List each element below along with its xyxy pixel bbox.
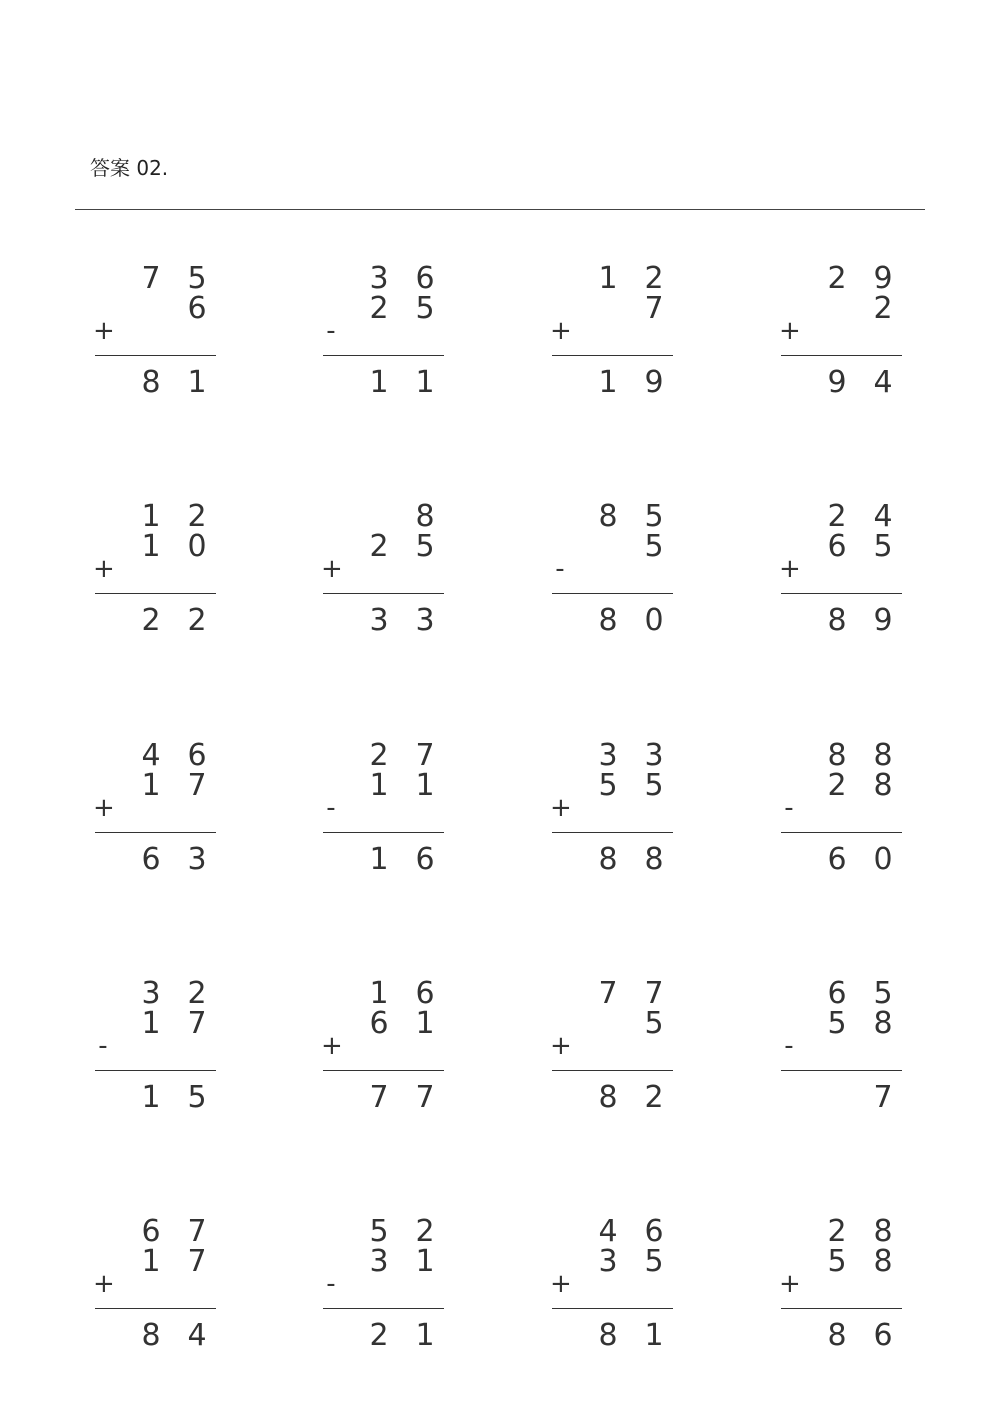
top-ones-digit: 5 bbox=[873, 976, 893, 1011]
result-ones-digit: 3 bbox=[187, 842, 207, 877]
result-tens-digit: 6 bbox=[827, 842, 847, 877]
result-ones-digit: 9 bbox=[644, 365, 664, 400]
problem-15 bbox=[552, 970, 674, 1120]
bottom-tens-digit bbox=[593, 531, 623, 563]
bottom-ones-digit: 0 bbox=[187, 529, 207, 564]
problem-14 bbox=[323, 970, 445, 1120]
problem-9 bbox=[95, 732, 217, 882]
sum-line bbox=[781, 355, 902, 356]
top-ones-digit: 6 bbox=[644, 1214, 664, 1249]
bottom-ones-digit: 7 bbox=[644, 291, 664, 326]
operator-sign: + bbox=[93, 554, 115, 584]
sum-line bbox=[781, 593, 902, 594]
problem-12 bbox=[781, 732, 903, 882]
result-tens-digit: 8 bbox=[598, 603, 618, 638]
operator-sign: - bbox=[326, 1269, 336, 1299]
top-ones-digit: 5 bbox=[644, 499, 664, 534]
sum-line bbox=[323, 1308, 444, 1309]
bottom-tens-digit: 2 bbox=[369, 291, 389, 326]
sum-line bbox=[323, 355, 444, 356]
bottom-tens-digit: 1 bbox=[141, 1006, 161, 1041]
problem-2 bbox=[323, 255, 445, 405]
result-tens-digit: 1 bbox=[141, 1080, 161, 1115]
result-ones-digit: 0 bbox=[644, 603, 664, 638]
top-tens-digit: 1 bbox=[598, 261, 618, 296]
sum-line bbox=[95, 355, 216, 356]
top-ones-digit: 6 bbox=[187, 738, 207, 773]
problem-13 bbox=[95, 970, 217, 1120]
problem-5 bbox=[95, 493, 217, 643]
problem-11 bbox=[552, 732, 674, 882]
title-divider bbox=[75, 209, 925, 210]
top-ones-digit: 8 bbox=[415, 499, 435, 534]
top-tens-digit: 2 bbox=[827, 261, 847, 296]
top-ones-digit: 2 bbox=[644, 261, 664, 296]
result-ones-digit: 4 bbox=[187, 1318, 207, 1353]
result-tens-digit: 8 bbox=[141, 1318, 161, 1353]
problem-4 bbox=[781, 255, 903, 405]
result-tens-digit: 2 bbox=[369, 1318, 389, 1353]
problem-20 bbox=[781, 1208, 903, 1358]
operator-sign: + bbox=[93, 793, 115, 823]
result-tens-digit: 6 bbox=[141, 842, 161, 877]
top-ones-digit: 9 bbox=[873, 261, 893, 296]
result-tens-digit: 1 bbox=[369, 365, 389, 400]
bottom-ones-digit: 5 bbox=[873, 529, 893, 564]
operator-sign: - bbox=[784, 793, 794, 823]
operator-sign: - bbox=[326, 316, 336, 346]
result-tens-digit: 1 bbox=[598, 365, 618, 400]
operator-sign: + bbox=[550, 1269, 572, 1299]
problem-18 bbox=[323, 1208, 445, 1358]
bottom-tens-digit: 1 bbox=[141, 1244, 161, 1279]
result-ones-digit: 3 bbox=[415, 603, 435, 638]
bottom-tens-digit: 3 bbox=[369, 1244, 389, 1279]
top-ones-digit: 2 bbox=[187, 499, 207, 534]
bottom-tens-digit bbox=[593, 1008, 623, 1040]
top-ones-digit: 6 bbox=[415, 976, 435, 1011]
sum-line bbox=[552, 1070, 673, 1071]
bottom-ones-digit: 8 bbox=[873, 768, 893, 803]
problem-7 bbox=[552, 493, 674, 643]
top-ones-digit: 2 bbox=[187, 976, 207, 1011]
result-ones-digit: 0 bbox=[873, 842, 893, 877]
top-tens-digit: 1 bbox=[141, 499, 161, 534]
top-tens-digit: 5 bbox=[369, 1214, 389, 1249]
operator-sign: + bbox=[779, 316, 801, 346]
bottom-ones-digit: 8 bbox=[873, 1006, 893, 1041]
result-ones-digit: 6 bbox=[873, 1318, 893, 1353]
bottom-tens-digit: 6 bbox=[369, 1006, 389, 1041]
top-tens-digit: 2 bbox=[827, 1214, 847, 1249]
bottom-tens-digit: 6 bbox=[827, 529, 847, 564]
top-tens-digit: 8 bbox=[827, 738, 847, 773]
top-tens-digit: 2 bbox=[827, 499, 847, 534]
top-ones-digit: 8 bbox=[873, 738, 893, 773]
problem-6 bbox=[323, 493, 445, 643]
top-ones-digit: 7 bbox=[187, 1214, 207, 1249]
sum-line bbox=[323, 832, 444, 833]
operator-sign: + bbox=[550, 1031, 572, 1061]
result-ones-digit: 9 bbox=[873, 603, 893, 638]
sum-line bbox=[323, 593, 444, 594]
page-title: 答案 02. bbox=[90, 156, 169, 180]
sum-line bbox=[95, 832, 216, 833]
top-tens-digit: 3 bbox=[369, 261, 389, 296]
problem-10 bbox=[323, 732, 445, 882]
bottom-ones-digit: 7 bbox=[187, 1006, 207, 1041]
result-ones-digit: 2 bbox=[187, 603, 207, 638]
top-ones-digit: 5 bbox=[187, 261, 207, 296]
operator-sign: - bbox=[326, 793, 336, 823]
top-ones-digit: 2 bbox=[415, 1214, 435, 1249]
top-ones-digit: 6 bbox=[415, 261, 435, 296]
sum-line bbox=[781, 1070, 902, 1071]
sum-line bbox=[323, 1070, 444, 1071]
problem-19 bbox=[552, 1208, 674, 1358]
problem-1 bbox=[95, 255, 217, 405]
bottom-tens-digit: 5 bbox=[827, 1244, 847, 1279]
operator-sign: - bbox=[784, 1031, 794, 1061]
result-tens-digit: 8 bbox=[827, 1318, 847, 1353]
operator-sign: + bbox=[321, 554, 343, 584]
top-tens-digit: 6 bbox=[141, 1214, 161, 1249]
top-ones-digit: 8 bbox=[873, 1214, 893, 1249]
result-ones-digit: 5 bbox=[187, 1080, 207, 1115]
result-ones-digit: 2 bbox=[644, 1080, 664, 1115]
bottom-ones-digit: 5 bbox=[415, 291, 435, 326]
result-tens-digit: 2 bbox=[141, 603, 161, 638]
bottom-ones-digit: 8 bbox=[873, 1244, 893, 1279]
result-tens-digit: 3 bbox=[369, 603, 389, 638]
top-tens-digit: 6 bbox=[827, 976, 847, 1011]
result-tens-digit: 9 bbox=[827, 365, 847, 400]
operator-sign: + bbox=[550, 316, 572, 346]
bottom-tens-digit: 2 bbox=[827, 768, 847, 803]
bottom-tens-digit: 3 bbox=[598, 1244, 618, 1279]
bottom-tens-digit bbox=[593, 293, 623, 325]
operator-sign: + bbox=[779, 554, 801, 584]
result-tens-digit: 8 bbox=[598, 1318, 618, 1353]
top-tens-digit: 7 bbox=[141, 261, 161, 296]
result-ones-digit: 1 bbox=[415, 365, 435, 400]
bottom-tens-digit bbox=[136, 293, 166, 325]
operator-sign: + bbox=[779, 1269, 801, 1299]
result-ones-digit: 1 bbox=[187, 365, 207, 400]
result-tens-digit bbox=[822, 1082, 852, 1114]
bottom-tens-digit: 5 bbox=[827, 1006, 847, 1041]
bottom-ones-digit: 7 bbox=[187, 1244, 207, 1279]
top-tens-digit: 7 bbox=[598, 976, 618, 1011]
bottom-ones-digit: 1 bbox=[415, 768, 435, 803]
bottom-tens-digit bbox=[822, 293, 852, 325]
operator-sign: + bbox=[93, 1269, 115, 1299]
bottom-ones-digit: 1 bbox=[415, 1244, 435, 1279]
top-ones-digit: 7 bbox=[415, 738, 435, 773]
top-tens-digit: 1 bbox=[369, 976, 389, 1011]
bottom-ones-digit: 5 bbox=[415, 529, 435, 564]
bottom-tens-digit: 5 bbox=[598, 768, 618, 803]
top-tens-digit: 3 bbox=[141, 976, 161, 1011]
top-tens-digit: 4 bbox=[141, 738, 161, 773]
result-ones-digit: 4 bbox=[873, 365, 893, 400]
top-tens-digit: 2 bbox=[369, 738, 389, 773]
problem-3 bbox=[552, 255, 674, 405]
bottom-tens-digit: 1 bbox=[141, 768, 161, 803]
result-tens-digit: 8 bbox=[598, 842, 618, 877]
sum-line bbox=[552, 593, 673, 594]
top-ones-digit: 4 bbox=[873, 499, 893, 534]
operator-sign: + bbox=[550, 793, 572, 823]
operator-sign: + bbox=[93, 316, 115, 346]
result-tens-digit: 8 bbox=[141, 365, 161, 400]
result-ones-digit: 1 bbox=[644, 1318, 664, 1353]
sum-line bbox=[552, 832, 673, 833]
problem-17 bbox=[95, 1208, 217, 1358]
top-tens-digit: 3 bbox=[598, 738, 618, 773]
operator-sign: + bbox=[321, 1031, 343, 1061]
result-ones-digit: 6 bbox=[415, 842, 435, 877]
result-tens-digit: 1 bbox=[369, 842, 389, 877]
sum-line bbox=[552, 355, 673, 356]
top-ones-digit: 7 bbox=[644, 976, 664, 1011]
bottom-ones-digit: 7 bbox=[187, 768, 207, 803]
result-tens-digit: 8 bbox=[827, 603, 847, 638]
sum-line bbox=[781, 1308, 902, 1309]
result-tens-digit: 8 bbox=[598, 1080, 618, 1115]
top-ones-digit: 3 bbox=[644, 738, 664, 773]
operator-sign: - bbox=[98, 1031, 108, 1061]
result-ones-digit: 7 bbox=[873, 1080, 893, 1115]
operator-sign: - bbox=[555, 554, 565, 584]
top-tens-digit: 8 bbox=[598, 499, 618, 534]
bottom-ones-digit: 5 bbox=[644, 529, 664, 564]
bottom-ones-digit: 6 bbox=[187, 291, 207, 326]
bottom-ones-digit: 2 bbox=[873, 291, 893, 326]
result-tens-digit: 7 bbox=[369, 1080, 389, 1115]
bottom-ones-digit: 1 bbox=[415, 1006, 435, 1041]
problem-16 bbox=[781, 970, 903, 1120]
sum-line bbox=[95, 593, 216, 594]
top-tens-digit: 4 bbox=[598, 1214, 618, 1249]
result-ones-digit: 8 bbox=[644, 842, 664, 877]
result-ones-digit: 1 bbox=[415, 1318, 435, 1353]
bottom-tens-digit: 1 bbox=[141, 529, 161, 564]
bottom-ones-digit: 5 bbox=[644, 1006, 664, 1041]
bottom-ones-digit: 5 bbox=[644, 768, 664, 803]
bottom-tens-digit: 1 bbox=[369, 768, 389, 803]
sum-line bbox=[781, 832, 902, 833]
sum-line bbox=[552, 1308, 673, 1309]
sum-line bbox=[95, 1308, 216, 1309]
problem-8 bbox=[781, 493, 903, 643]
bottom-ones-digit: 5 bbox=[644, 1244, 664, 1279]
bottom-tens-digit: 2 bbox=[369, 529, 389, 564]
result-ones-digit: 7 bbox=[415, 1080, 435, 1115]
sum-line bbox=[95, 1070, 216, 1071]
